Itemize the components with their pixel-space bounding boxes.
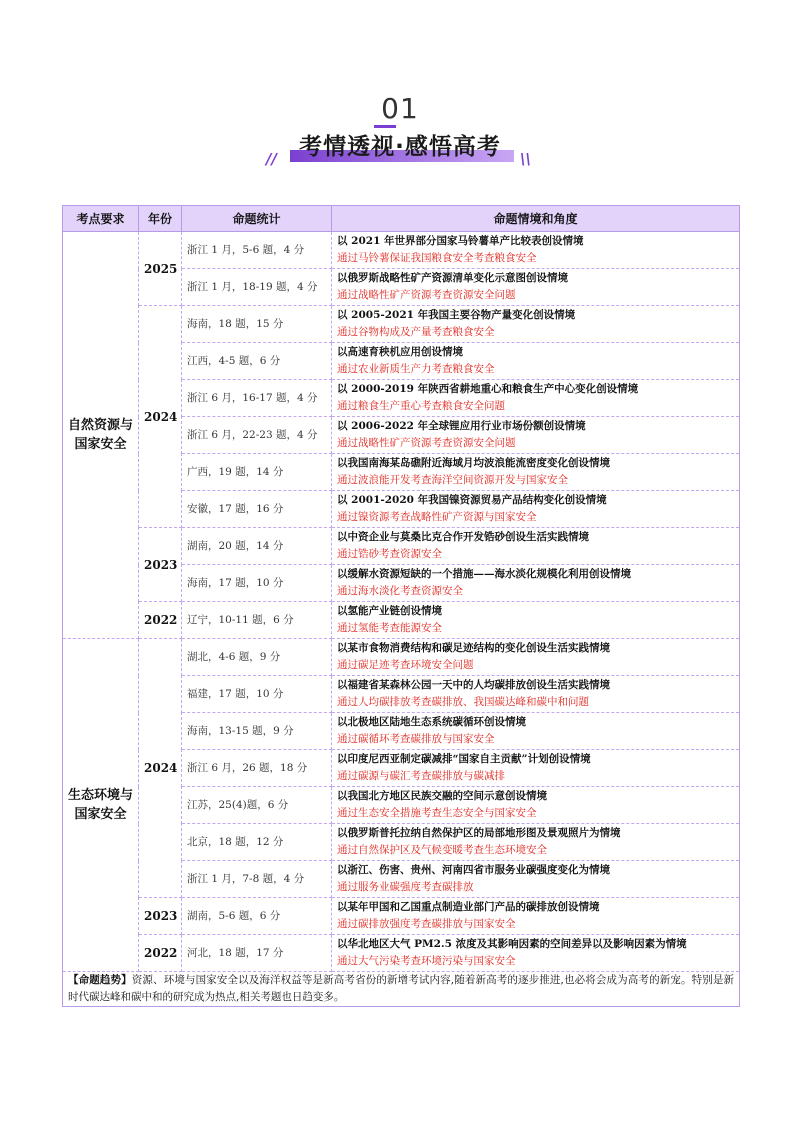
- context-cell: [332, 750, 740, 787]
- table-row: [63, 528, 740, 565]
- context-angle: 通过氢能考查能源安全: [337, 622, 442, 634]
- stat-cell: 广西，19 题，14 分: [182, 454, 332, 491]
- context-title: 以印度尼西亚制定碳减排“国家自主贡献”计划创设情境: [337, 753, 591, 765]
- context-cell: [332, 713, 740, 750]
- context-angle: 通过自然保护区及气候变暖考查生态环境安全: [337, 844, 547, 856]
- context-cell: [332, 269, 740, 306]
- context-angle: 通过粮食生产重心考查粮食安全问题: [337, 400, 505, 412]
- stat-cell: 安徽，17 题，16 分: [182, 491, 332, 528]
- left-slash-decoration: //: [266, 150, 277, 168]
- context-title: 以中资企业与莫桑比克合作开发锆砂创设生活实践情境: [337, 531, 589, 543]
- stat-cell: 海南，13-15 题，9 分: [182, 713, 332, 750]
- context-title: 以 2021 年世界部分国家马铃薯单产比较表创设情境: [337, 235, 584, 247]
- context-cell: [332, 565, 740, 602]
- context-cell: [332, 935, 740, 972]
- stat-cell: 河北，18 题，17 分: [182, 935, 332, 972]
- stat-cell: 北京，18 题，12 分: [182, 824, 332, 861]
- col-header-year: 年份: [139, 206, 182, 232]
- trend-label: 【命题趋势】: [68, 974, 132, 986]
- stat-cell: 浙江 6 月，26 题，18 分: [182, 750, 332, 787]
- stat-cell: 湖南，20 题，14 分: [182, 528, 332, 565]
- context-angle: 通过大气污染考查环境污染与国家安全: [337, 955, 516, 967]
- context-angle: 通过碳足迹考查环境安全问题: [337, 659, 474, 671]
- col-header-context: 命题情境和角度: [332, 206, 740, 232]
- context-title: 以我国南海某岛礁附近海域月均波浪能流密度变化创设情境: [337, 457, 610, 469]
- context-title: 以 2006-2022 年全球锂应用行业市场份额创设情境: [337, 420, 586, 432]
- table-row: [63, 306, 740, 343]
- context-title: 以北极地区陆地生态系统碳循环创设情境: [337, 716, 526, 728]
- context-title: 以 2005-2021 年我国主要谷物产量变化创设情境: [337, 309, 576, 321]
- context-cell: [332, 343, 740, 380]
- stat-cell: 湖南，5-6 题，6 分: [182, 898, 332, 935]
- right-slash-decoration: \\: [520, 150, 531, 168]
- stat-cell: 江西，4-5 题，6 分: [182, 343, 332, 380]
- context-angle: 通过战略性矿产资源考查资源安全问题: [337, 437, 516, 449]
- trend-text: 资源、环境与国家安全以及海洋权益等是新高考省份的新增考试内容,随着新高考的逐步推进,也必将会成为高考的新宠。特别是新时代碳达峰和碳中和的研究成为热点,相关考题也日趋变多。: [68, 974, 734, 1003]
- table-row: [63, 935, 740, 972]
- context-title: 以缓解水资源短缺的一个措施——海水淡化规模化利用创设情境: [337, 568, 631, 580]
- context-angle: 通过谷物构成及产量考查粮食安全: [337, 326, 495, 338]
- stat-cell: 辽宁，10-11 题，6 分: [182, 602, 332, 639]
- context-title: 以 2000-2019 年陕西省耕地重心和粮食生产中心变化创设情境: [337, 383, 639, 395]
- context-angle: 通过生态安全措施考查生态安全与国家安全: [337, 807, 537, 819]
- stat-cell: 海南，18 题，15 分: [182, 306, 332, 343]
- year-cell: 2024: [139, 639, 182, 898]
- context-title: 以某年甲国和乙国重点制造业部门产品的碳排放创设情境: [337, 901, 600, 913]
- col-header-topic: 考点要求: [63, 206, 139, 232]
- stat-cell: 浙江 1 月，7-8 题，4 分: [182, 861, 332, 898]
- page-title: 考情透视·感悟高考: [299, 134, 501, 160]
- context-angle: 通过战略性矿产资源考查资源安全问题: [337, 289, 516, 301]
- context-title: 以俄罗斯普托拉纳自然保护区的局部地形图及景观照片为情境: [337, 827, 621, 839]
- context-cell: [332, 787, 740, 824]
- context-angle: 通过波浪能开发考查海洋空间资源开发与国家安全: [337, 474, 568, 486]
- context-title: 以 2001-2020 年我国镍资源贸易产品结构变化创设情境: [337, 494, 607, 506]
- table-row: [63, 898, 740, 935]
- context-title: 以浙江、伤害、贵州、河南四省市服务业碳强度变化为情境: [337, 864, 610, 876]
- stat-cell: 湖北，4-6 题，9 分: [182, 639, 332, 676]
- section-number: 01: [381, 92, 419, 125]
- context-angle: 通过锆砂考查资源安全: [337, 548, 442, 560]
- table-row: [63, 232, 740, 269]
- context-angle: 通过碳循环考查碳排放与国家安全: [337, 733, 495, 745]
- context-cell: [332, 676, 740, 713]
- year-cell: 2023: [139, 898, 182, 935]
- context-angle: 通过服务业碳强度考查碳排放: [337, 881, 474, 893]
- stat-cell: 浙江 1 月，5-6 题，4 分: [182, 232, 332, 269]
- context-cell: [332, 417, 740, 454]
- context-cell: [332, 528, 740, 565]
- context-angle: 通过碳排放强度考查碳排放与国家安全: [337, 918, 516, 930]
- year-cell: 2024: [139, 306, 182, 528]
- context-cell: [332, 861, 740, 898]
- year-cell: 2025: [139, 232, 182, 306]
- context-cell: [332, 824, 740, 861]
- context-cell: [332, 491, 740, 528]
- trend-cell: [63, 972, 740, 1007]
- year-cell: 2023: [139, 528, 182, 602]
- year-cell: 2022: [139, 602, 182, 639]
- context-angle: 通过镍资源考查战略性矿产资源与国家安全: [337, 511, 537, 523]
- stat-cell: 海南，17 题，10 分: [182, 565, 332, 602]
- table-header-row: [63, 206, 740, 232]
- stat-cell: 浙江 1 月，18-19 题，4 分: [182, 269, 332, 306]
- stat-cell: 福建，17 题，10 分: [182, 676, 332, 713]
- col-header-stats: 命题统计: [182, 206, 332, 232]
- context-title: 以俄罗斯战略性矿产资源清单变化示意图创设情境: [337, 272, 568, 284]
- table-row: [63, 639, 740, 676]
- table-row: [63, 602, 740, 639]
- context-angle: 通过海水淡化考查资源安全: [337, 585, 463, 597]
- context-angle: 通过马铃薯保证我国粮食安全考查粮食安全: [337, 252, 537, 264]
- year-cell: 2022: [139, 935, 182, 972]
- context-title: 以我国北方地区民族交融的空间示意创设情境: [337, 790, 547, 802]
- table-body: [63, 232, 740, 972]
- context-cell: [332, 380, 740, 417]
- context-angle: 通过农业新质生产力考查粮食安全: [337, 363, 495, 375]
- context-cell: [332, 232, 740, 269]
- context-cell: [332, 602, 740, 639]
- stat-cell: 浙江 6 月，16-17 题，4 分: [182, 380, 332, 417]
- context-angle: 通过碳源与碳汇考查碳排放与碳减排: [337, 770, 505, 782]
- topic-cell: 自然资源与国家安全: [63, 232, 139, 639]
- context-title: 以高速育秧机应用创设情境: [337, 346, 463, 358]
- trend-row: [63, 972, 740, 1007]
- stat-cell: 江苏，25(4)题，6 分: [182, 787, 332, 824]
- topic-cell: 生态环境与国家安全: [63, 639, 139, 972]
- section-header: [0, 92, 800, 172]
- context-title: 以华北地区大气 PM2.5 浓度及其影响因素的空间差异以及影响因素为情境: [337, 938, 687, 950]
- context-title: 以氢能产业链创设情境: [337, 605, 442, 617]
- stat-cell: 浙江 6 月，22-23 题，4 分: [182, 417, 332, 454]
- context-angle: 通过人均碳排放考查碳排放、我国碳达峰和碳中和问题: [337, 696, 589, 708]
- context-cell: [332, 306, 740, 343]
- context-cell: [332, 898, 740, 935]
- context-cell: [332, 454, 740, 491]
- context-title: 以某市食物消费结构和碳足迹结构的变化创设生活实践情境: [337, 642, 610, 654]
- context-title: 以福建省某森林公园一天中的人均碳排放创设生活实践情境: [337, 679, 610, 691]
- exam-analysis-table: [62, 205, 740, 1007]
- context-cell: [332, 639, 740, 676]
